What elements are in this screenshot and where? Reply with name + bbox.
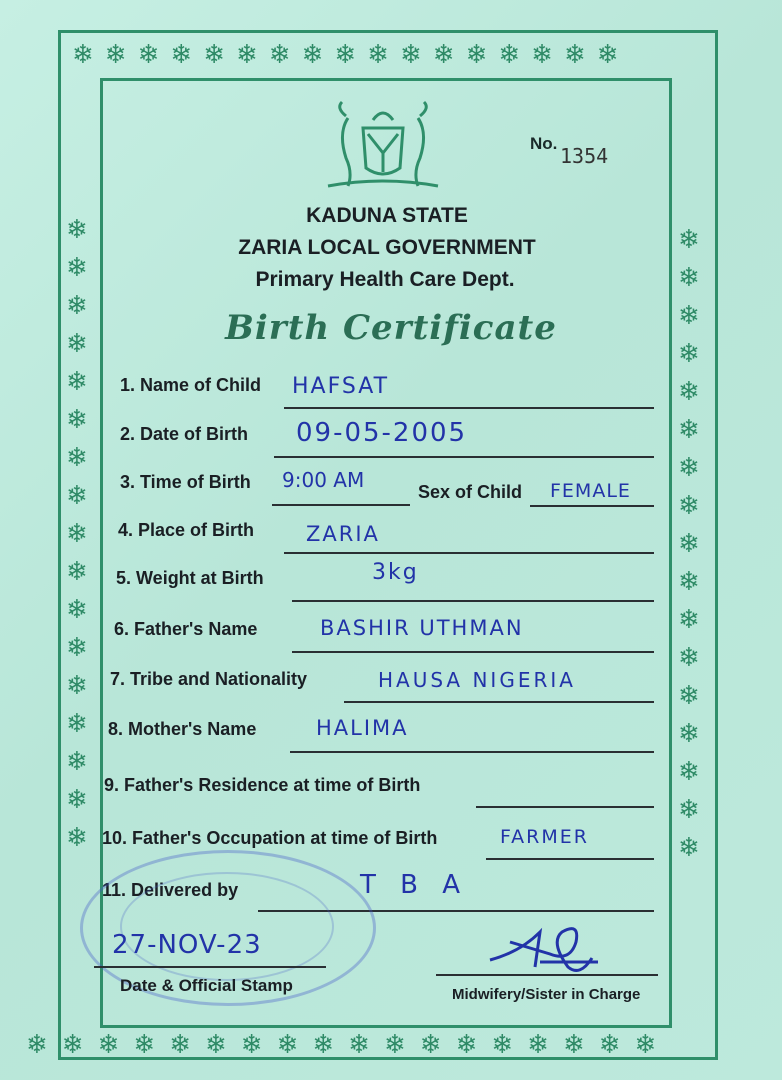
number-label: No. <box>530 134 558 153</box>
mothers-name-label: 8. Mother's Name <box>108 719 257 739</box>
snowflake-ornament-icon: ❄ <box>367 39 389 69</box>
snowflake-ornament-icon: ❄ <box>531 39 553 69</box>
snowflake-ornament-icon: ❄ <box>678 490 700 520</box>
certificate-number: 1354 <box>560 144 609 168</box>
weight-at-birth-label: 5. Weight at Birth <box>116 568 264 588</box>
snowflake-ornament-icon: ❄ <box>334 39 357 69</box>
department-heading: Primary Health Care Dept. <box>255 268 515 291</box>
snowflake-ornament-icon: ❄ <box>678 338 700 368</box>
date-official-stamp-label: Date & Official Stamp <box>120 976 293 995</box>
stamp-date-line <box>94 966 326 968</box>
weight-at-birth-value: 3kg <box>372 560 419 585</box>
snowflake-ornament-icon: ❄ <box>66 670 88 700</box>
time-of-birth-value: 9:00 AM <box>282 468 365 492</box>
snowflake-ornament-icon: ❄ <box>678 376 700 406</box>
snowflake-ornament-icon: ❄ <box>97 1029 120 1059</box>
snowflake-ornament-icon: ❄ <box>204 1029 227 1059</box>
snowflake-ornament-icon: ❄ <box>26 1029 48 1059</box>
snowflake-ornament-icon: ❄ <box>678 604 700 634</box>
snowflake-ornament-icon: ❄ <box>678 718 700 748</box>
snowflake-ornament-icon: ❄ <box>598 1029 621 1059</box>
snowflake-ornament-icon: ❄ <box>66 480 88 510</box>
date-of-birth-label: 2. Date of Birth <box>120 424 249 444</box>
snowflake-ornament-icon: ❄ <box>419 1029 442 1059</box>
fathers-name-line <box>292 651 654 653</box>
tribe-nationality-line <box>344 701 654 703</box>
tribe-nationality-label: 7. Tribe and Nationality <box>110 669 308 689</box>
snowflake-ornament-icon: ❄ <box>432 39 455 69</box>
mothers-name-value: HALIMA <box>316 716 409 740</box>
snowflake-ornament-icon: ❄ <box>169 1029 191 1059</box>
snowflake-ornament-icon: ❄ <box>678 414 700 444</box>
snowflake-ornament-icon: ❄ <box>66 518 88 548</box>
snowflake-ornament-icon: ❄ <box>66 290 88 320</box>
weight-at-birth-line <box>292 600 654 602</box>
fathers-occupation-value: FARMER <box>500 826 589 848</box>
snowflake-ornament-icon: ❄ <box>527 1029 549 1059</box>
signature-line <box>436 974 658 976</box>
name-of-child-label: 1. Name of Child <box>120 375 262 395</box>
name-of-child-value: HAFSAT <box>292 374 390 399</box>
snowflake-ornament-icon: ❄ <box>678 528 700 558</box>
snowflake-ornament-icon: ❄ <box>66 822 88 852</box>
snowflake-ornament-icon: ❄ <box>137 39 160 69</box>
snowflake-ornament-icon: ❄ <box>498 39 521 69</box>
snowflake-ornament-icon: ❄ <box>634 1029 657 1059</box>
snowflake-ornament-icon: ❄ <box>133 1029 156 1059</box>
snowflake-ornament-icon: ❄ <box>348 1029 370 1059</box>
time-of-birth-label: 3. Time of Birth <box>120 472 251 492</box>
snowflake-ornament-icon: ❄ <box>678 452 700 482</box>
snowflake-ornament-icon: ❄ <box>465 39 488 69</box>
snowflake-ornament-icon: ❄ <box>66 708 88 738</box>
fathers-residence-line <box>476 806 654 808</box>
snowflake-ornament-icon: ❄ <box>235 39 258 69</box>
snowflake-ornament-icon: ❄ <box>383 1029 406 1059</box>
snowflake-ornament-icon: ❄ <box>301 39 324 69</box>
name-of-child-line <box>284 407 654 409</box>
snowflake-ornament-icon: ❄ <box>66 442 88 472</box>
date-of-birth-line <box>274 456 654 458</box>
sex-of-child-label: Sex of Child <box>418 482 523 502</box>
snowflake-ornament-icon: ❄ <box>66 632 88 662</box>
stamp-date-value: 27-NOV-23 <box>112 930 262 960</box>
sex-of-child-value: FEMALE <box>550 480 631 502</box>
fathers-occupation-label: 10. Father's Occupation at time of Birth <box>102 828 438 848</box>
snowflake-ornament-icon: ❄ <box>66 746 88 776</box>
bottom-ornament-row <box>26 1030 670 1058</box>
fathers-residence-label: 9. Father's Residence at time of Birth <box>104 775 421 795</box>
left-ornament-column <box>66 210 88 856</box>
snowflake-ornament-icon: ❄ <box>399 39 422 69</box>
delivered-by-label: 11. Delivered by <box>102 880 239 900</box>
snowflake-ornament-icon: ❄ <box>596 39 619 69</box>
snowflake-ornament-icon: ❄ <box>66 366 88 396</box>
sex-of-child-line <box>530 505 654 507</box>
mothers-name-line <box>290 751 654 753</box>
delivered-by-value: T B A <box>360 870 469 900</box>
official-stamp-inner-ring <box>120 872 334 981</box>
snowflake-ornament-icon: ❄ <box>455 1029 478 1059</box>
snowflake-ornament-icon: ❄ <box>66 594 88 624</box>
snowflake-ornament-icon: ❄ <box>678 756 700 786</box>
snowflake-ornament-icon: ❄ <box>678 832 700 862</box>
tribe-nationality-value: HAUSA NIGERIA <box>378 668 576 692</box>
fathers-name-value: BASHIR UTHMAN <box>320 616 524 640</box>
snowflake-ornament-icon: ❄ <box>491 1029 514 1059</box>
place-of-birth-line <box>284 552 654 554</box>
snowflake-ornament-icon: ❄ <box>678 300 700 330</box>
snowflake-ornament-icon: ❄ <box>203 39 225 69</box>
time-of-birth-line <box>272 504 410 506</box>
snowflake-ornament-icon: ❄ <box>66 404 88 434</box>
date-of-birth-value: 09-05-2005 <box>296 418 468 448</box>
place-of-birth-label: 4. Place of Birth <box>118 520 255 540</box>
coat-of-arms-icon <box>318 98 448 193</box>
snowflake-ornament-icon: ❄ <box>66 252 88 282</box>
top-ornament-row <box>72 40 630 68</box>
snowflake-ornament-icon: ❄ <box>170 39 193 69</box>
snowflake-ornament-icon: ❄ <box>66 214 88 244</box>
snowflake-ornament-icon: ❄ <box>678 224 700 254</box>
snowflake-ornament-icon: ❄ <box>563 39 586 69</box>
place-of-birth-value: ZARIA <box>306 522 380 546</box>
lga-heading: ZARIA LOCAL GOVERNMENT <box>238 236 536 259</box>
midwife-signature <box>480 912 610 982</box>
midwife-sister-label: Midwifery/Sister in Charge <box>452 986 641 1003</box>
snowflake-ornament-icon: ❄ <box>562 1029 585 1059</box>
fathers-name-label: 6. Father's Name <box>114 619 258 639</box>
snowflake-ornament-icon: ❄ <box>678 566 700 596</box>
state-heading: KADUNA STATE <box>306 204 468 227</box>
snowflake-ornament-icon: ❄ <box>312 1029 335 1059</box>
snowflake-ornament-icon: ❄ <box>72 39 94 69</box>
snowflake-ornament-icon: ❄ <box>268 39 291 69</box>
snowflake-ornament-icon: ❄ <box>104 39 127 69</box>
snowflake-ornament-icon: ❄ <box>678 642 700 672</box>
snowflake-ornament-icon: ❄ <box>678 680 700 710</box>
certificate-title: Birth Certificate <box>225 308 557 348</box>
snowflake-ornament-icon: ❄ <box>276 1029 299 1059</box>
snowflake-ornament-icon: ❄ <box>61 1029 84 1059</box>
snowflake-ornament-icon: ❄ <box>66 784 88 814</box>
snowflake-ornament-icon: ❄ <box>240 1029 263 1059</box>
snowflake-ornament-icon: ❄ <box>678 794 700 824</box>
fathers-occupation-line <box>486 858 654 860</box>
snowflake-ornament-icon: ❄ <box>678 262 700 292</box>
snowflake-ornament-icon: ❄ <box>66 328 88 358</box>
snowflake-ornament-icon: ❄ <box>66 556 88 586</box>
